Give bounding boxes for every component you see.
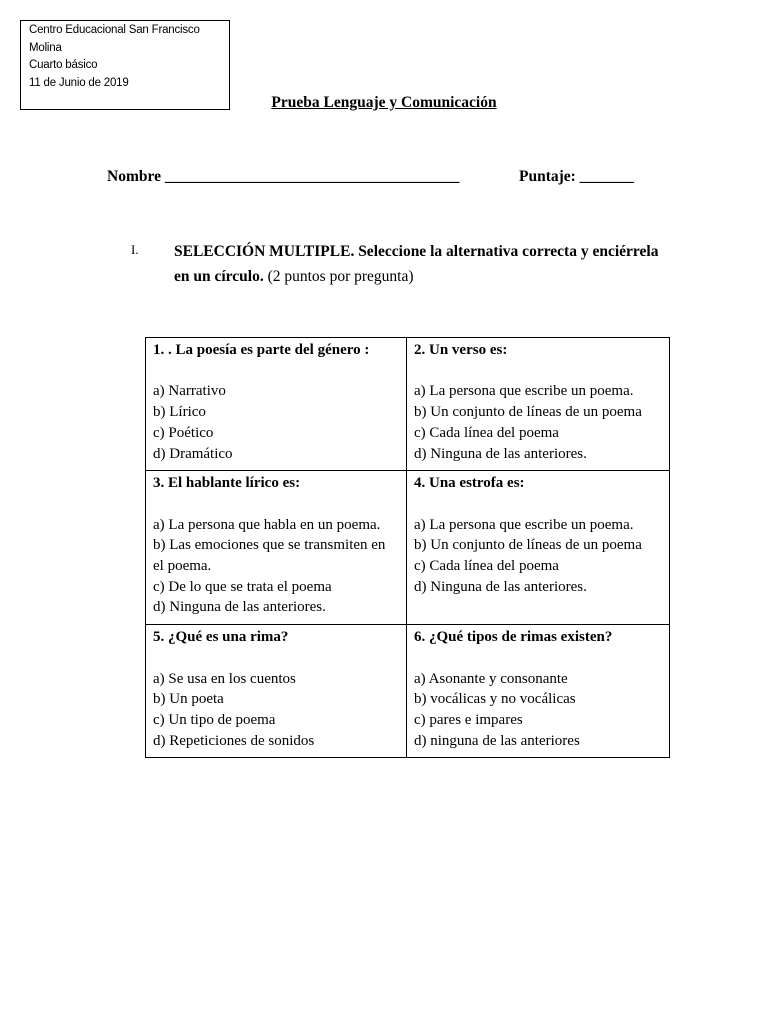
name-field[interactable]: Nombre ______________________________________ [107,168,460,185]
question-title [414,473,662,494]
option-b[interactable]: b) Un conjunto de líneas de un poema [414,404,642,421]
option-b[interactable]: b) Un conjunto de líneas de un poema [414,537,642,554]
option-b[interactable]: b) Lírico [153,404,206,421]
option-a[interactable]: a) La persona que escribe un poema. [414,383,634,400]
page-title-text: Prueba Lenguaje y Comunicación [271,94,497,111]
table-row [146,625,670,758]
option-a[interactable]: a) La persona que habla en un poema. [153,516,381,533]
question-text: Una estrofa es: [429,475,525,492]
question-title [153,340,399,361]
section-points: (2 puntos por pregunta) [263,268,414,285]
question-number: 5. [153,629,165,646]
question-cell-3 [146,471,407,625]
question-number: 2. [414,342,426,358]
option-c[interactable]: c) pares e impares [414,711,523,728]
option-d[interactable]: d) Ninguna de las anteriores. [414,578,587,595]
option-a[interactable]: a) Se usa en los cuentos [153,670,296,687]
option-c[interactable]: c) Cada línea del poema [414,558,559,574]
question-number: 3. [153,475,165,492]
option-c[interactable]: c) De lo que se trata el poema [153,578,332,595]
question-cell-6 [407,625,670,758]
option-c[interactable]: c) Poético [153,424,214,441]
option-b[interactable]: b) Un poeta [153,691,224,708]
option-c[interactable]: c) Cada línea del poema [414,424,559,441]
school-city: Molina [29,41,62,54]
question-title [153,473,399,494]
option-b[interactable]: b) vocálicas y no vocálicas [414,691,576,708]
option-a[interactable]: a) La persona que escribe un poema. [414,516,634,533]
option-d[interactable]: d) Dramático [153,445,233,462]
question-cell-5 [146,625,407,758]
section-instructions-text: . Seleccione la alternativa correcta y enciérrela en un círculo. [174,243,659,285]
test-date: 11 de Junio de 2019 [29,76,129,89]
questions-table [145,337,670,758]
question-text: El hablante lírico es: [168,475,301,492]
score-field[interactable]: Puntaje: _______ [519,168,634,185]
question-cell-1 [146,338,407,471]
school-name: Centro Educacional San Francisco [29,24,200,36]
option-d[interactable]: d) Ninguna de las anteriores. [414,445,587,462]
section-heading: SELECCIÓN MULTIPLE [174,243,351,260]
school-grade: Cuarto básico [29,59,98,71]
question-text: ¿Qué tipos de rimas existen? [429,629,613,646]
table-row [146,338,670,471]
question-text: Un verso es: [429,342,508,358]
question-cell-4 [407,471,670,625]
question-text: . La poesía es parte del género : [168,342,370,358]
option-d[interactable]: d) Repeticiones de sonidos [153,732,315,749]
section-instructions [174,239,664,289]
page-title [0,94,768,112]
option-a[interactable]: a) Narrativo [153,383,226,400]
option-d[interactable]: d) ninguna de las anteriores [414,732,580,749]
question-number: 4. [414,475,426,492]
section-numeral: I. [131,242,139,257]
question-title [414,627,662,648]
option-c[interactable]: c) Un tipo de poema [153,711,276,728]
question-cell-2 [407,338,670,471]
option-d[interactable]: d) Ninguna de las anteriores. [153,599,326,616]
question-title [414,340,662,361]
option-b[interactable]: b) Las emociones que se transmiten en el poema. [153,537,386,574]
question-title [153,627,399,648]
option-a[interactable]: a) Asonante y consonante [414,670,568,687]
table-row [146,471,670,625]
question-text: ¿Qué es una rima? [168,629,289,646]
question-number: 1. [153,342,165,358]
question-number: 6. [414,629,426,646]
